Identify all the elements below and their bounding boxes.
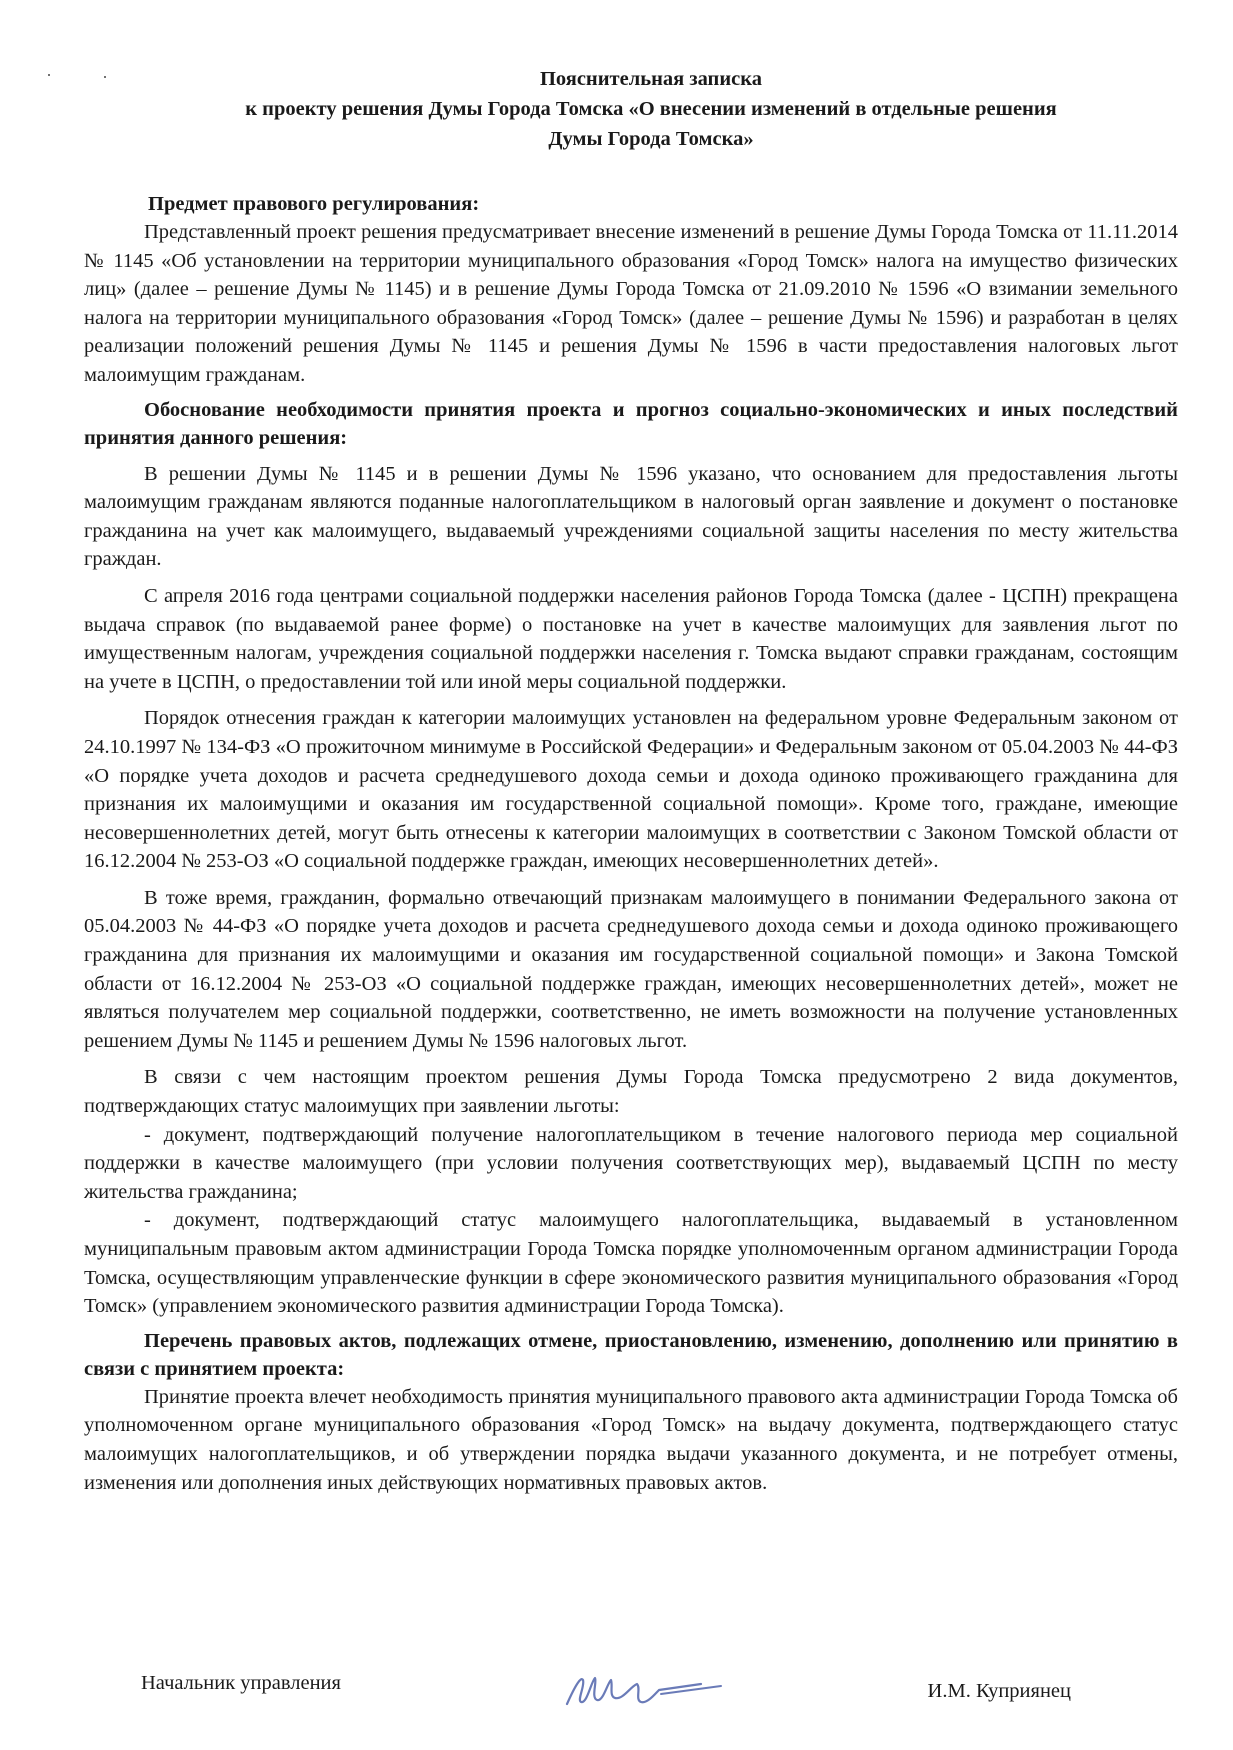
document-title <box>84 64 1178 154</box>
document-page <box>84 64 1178 1497</box>
acts-paragraph: Принятие проекта влечет необходимость принятия муниципального правового акта администрации Города Томска об уполномоченном органе муниципального образования «Город Томск» на выдачу документа, подтверждающего статус малоимущих налогоплательщиков, и об утверждении порядка выдачи указанного документа, и не потребует отмены, изменения или дополнения иных действующих нормативных правовых актов. <box>84 1385 1178 1494</box>
title-line-3: Думы Города Томска» <box>548 128 754 150</box>
signature-block <box>141 1664 1071 1724</box>
subject-heading: Предмет правового регулирования: <box>148 193 480 215</box>
rationale-paragraph-1: В решении Думы № 1145 и в решении Думы № 1596 указано, что основанием для предоставления льготы малоимущим гражданам являются поданные налогоплательщиком в налоговый орган заявление и документ о постановке гражданина на учет как малоимущего, выдаваемый учреждениями социальной защиты населения по месту жительства граждан. <box>84 462 1178 571</box>
signatory-position: Начальник управления <box>141 1672 341 1694</box>
acts-heading: Перечень правовых актов, подлежащих отмене, приостановлению, изменению, дополнению или принятию в связи с принятием проекта: <box>84 1329 1178 1380</box>
rationale-paragraph-3: Порядок отнесения граждан к категории малоимущих установлен на федеральном уровне Федеральным законом от 24.10.1997 № 134-ФЗ «О прожиточном минимуме в Российской Федерации» и Федеральным законом от 05.04.2003 № 44-ФЗ «О порядке учета доходов и расчета среднедушевого дохода семьи и дохода одиноко проживающего гражданина для признания их малоимущими и оказания им государственной социальной помощи». Кроме того, граждане, имеющие несовершеннолетних детей, могут быть отнесены к категории малоимущих в соответствии с Законом Томской области от 16.12.2004 № 253-ОЗ «О социальной поддержке граждан, имеющих несовершеннолетних детей». <box>84 707 1178 873</box>
signatory-name: И.М. Куприянец <box>927 1680 1071 1702</box>
rationale-paragraph-4: В тоже время, гражданин, формально отвечающий признакам малоимущего в понимании Федерального закона от 05.04.2003 № 44-ФЗ «О порядке учета доходов и расчета среднедушевого дохода семьи и дохода одиноко проживающего гражданина для признания их малоимущими и оказания им государственной социальной помощи» и Закона Томской области от 16.12.2004 № 253-ОЗ «О социальной поддержке граждан, имеющих несовершеннолетних детей», может не являться получателем мер социальной поддержки, соответственно, не иметь возможности на получение установленных решением Думы № 1145 и решением Думы № 1596 налоговых льгот. <box>84 886 1178 1052</box>
scan-speck <box>48 74 50 76</box>
subject-paragraph: Представленный проект решения предусматривает внесение изменений в решение Думы Города Томска от 11.11.2014 № 1145 «Об установлении на территории муниципального образования «Город Томск» налога на имущество физических лиц» (далее – решение Думы № 1145) и в решение Думы Города Томска от 21.09.2010 № 1596 «О взимании земельного налога на территории муниципального образования «Город Томск» (далее – решение Думы № 1596) и разработан в целях реализации положений решения Думы № 1145 и решения Думы № 1596 в части предоставления налоговых льгот малоимущим гражданам. <box>84 221 1178 386</box>
rationale-paragraph-2: С апреля 2016 года центрами социальной поддержки населения районов Города Томска (далее - ЦСПН) прекращена выдача справок (по выдаваемой ранее форме) о постановке на учет в качестве малоимущих для заявления льгот по имущественным налогам, учреждения социальной поддержки населения г. Томска выдают справки гражданам, состоящим на учете в ЦСПН, о предоставлении той или иной меры социальной поддержки. <box>84 584 1178 693</box>
rationale-list-item-1: - документ, подтверждающий получение налогоплательщиком в течение налогового периода мер социальной поддержки в качестве малоимущего (при условии получения соответствующих мер), выдаваемый ЦСПН по месту жительства гражданина; <box>84 1123 1178 1203</box>
title-line-1: Пояснительная записка <box>539 68 763 90</box>
handwritten-signature <box>561 1664 731 1714</box>
title-line-2: к проекту решения Думы Города Томска «О внесении изменений в отдельные решения <box>245 98 1057 120</box>
rationale-heading: Обоснование необходимости принятия проекта и прогноз социально-экономических и иных последствий принятия данного решения: <box>84 398 1178 449</box>
rationale-paragraph-5: В связи с чем настоящим проектом решения Думы Города Томска предусмотрено 2 вида документов, подтверждающих статус малоимущих при заявлении льготы: <box>84 1066 1178 1118</box>
rationale-list-item-2: - документ, подтверждающий статус малоимущего налогоплательщика, выдаваемый в установленном муниципальным правовым актом администрации Города Томска порядке уполномоченным органом администрации Города Томска, осуществляющим управленческие функции в сфере экономического развития муниципального образования «Город Томск» (управлением экономического развития администрации Города Томска). <box>84 1209 1178 1318</box>
